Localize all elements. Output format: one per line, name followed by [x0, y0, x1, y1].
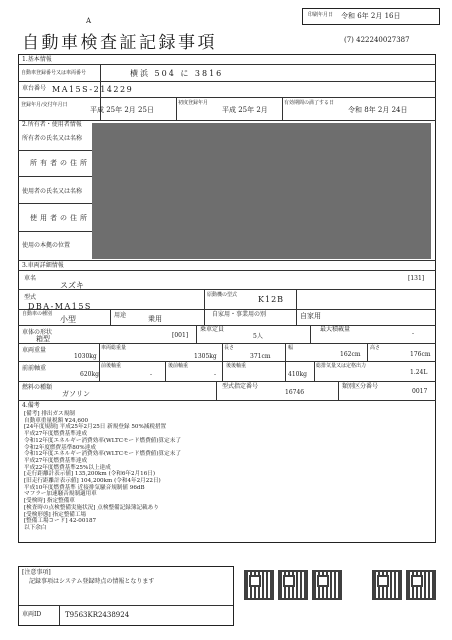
remark-line: [走行距離計表示値] 135,200km (令和6年2月16日): [24, 471, 156, 478]
expiry-label: 有効期間の満了する日: [284, 100, 335, 106]
make-label: 車名: [24, 275, 37, 282]
displacement-label: 総排気量又は定格出力: [316, 363, 367, 369]
remark-line: 以下余白: [24, 524, 47, 531]
ff-axle-label: 前前軸重: [22, 365, 47, 372]
private-value: 自家用: [300, 312, 321, 320]
class-number-value: 0017: [412, 388, 428, 395]
notice-text: 記録事項はシステム登録時点の情報となります: [29, 578, 155, 585]
rr-axle-value: 410kg: [288, 371, 307, 378]
kind-label: 自動車の種別: [22, 311, 53, 317]
model-value: DBA-MA15S: [28, 302, 92, 311]
make-value: スズキ: [60, 281, 84, 290]
redaction-block: [92, 123, 431, 259]
gross-label: 車両総重量: [101, 345, 127, 351]
vehicle-id-value: T9563KR2438924: [65, 611, 130, 619]
user-name-label: 使用者の氏名又は名称: [22, 188, 83, 195]
remarks-list: [24, 411, 181, 532]
displacement-value: 1.24L: [410, 369, 428, 376]
remark-line: 平成22年度燃費基準25%以上達成: [24, 464, 111, 471]
weight-label: 車両重量: [22, 347, 47, 354]
remark-line: [旧走行距離計表示値] 104,200km (令和4年2月22日): [24, 478, 161, 485]
qr-code: [244, 570, 274, 600]
remark-line: 令和12年度エネルギー消費効率(WLTCモード燃費値)算定未了: [24, 437, 181, 444]
model-label: 型式: [24, 294, 37, 301]
remark-line: [備考] 排出ガス規制: [24, 411, 75, 417]
section4-title: 4.備考: [22, 402, 40, 409]
owner-name-label: 所有者の氏名又は名称: [22, 135, 83, 142]
base-location-label: 使用の本拠の位置: [22, 242, 71, 249]
fr-axle-value: -: [150, 371, 153, 378]
height-label: 高さ: [370, 345, 381, 351]
make-code: [131]: [408, 275, 425, 282]
body-label: 車体の形状: [22, 329, 53, 336]
section1-title: 1.基本情報: [22, 56, 52, 63]
width-value: 162cm: [340, 351, 361, 358]
weight-value: 1030kg: [74, 353, 97, 360]
chassis-label: 車台番号: [22, 85, 47, 92]
engine-value: K12B: [258, 295, 285, 304]
notice-box: [18, 566, 234, 626]
fr-axle-label: 前後軸重: [101, 363, 122, 369]
fuel-label: 燃料の種類: [22, 384, 53, 391]
capacity-value: 5人: [253, 333, 263, 340]
remark-line: 平成27年度燃費基準達成: [24, 431, 88, 438]
height-value: 176cm: [410, 351, 431, 358]
body-code: [001]: [172, 332, 189, 339]
reg-value: 横浜 504 に 3816: [130, 69, 224, 78]
remark-line: [受検形態] 指定整備工場: [24, 511, 87, 518]
use-label: 用途: [114, 312, 127, 319]
owner-address-label: 所有者の住所: [30, 159, 90, 167]
maxload-value: -: [412, 330, 415, 337]
first-year-value: 平成 25年 2月: [222, 106, 268, 114]
first-reg-label: 登録年月/交付年月日: [21, 102, 68, 108]
remark-line: [検査時の点検整備実施状況] 点検整備記録簿記載あり: [24, 504, 159, 511]
section3-title: 3.車両詳細情報: [22, 262, 64, 269]
qr-code: [372, 570, 402, 600]
maxload-label: 最大積載量: [320, 326, 351, 333]
engine-label: 原動機の型式: [207, 292, 238, 298]
length-value: 371cm: [250, 353, 271, 360]
first-year-label: 初度登録年月: [178, 100, 209, 106]
kind-value: 小型: [60, 315, 76, 324]
document-code: (7) 422240027387: [344, 36, 410, 44]
first-reg-value: 平成 25年 2月 25日: [90, 106, 154, 114]
rr-axle-label: 後後軸重: [226, 363, 247, 369]
expiry-value: 令和 8年 2月 24日: [348, 106, 408, 114]
remark-line: 平成27年度燃費基準達成: [24, 457, 88, 464]
private-label: 自家用・事業用の別: [212, 311, 267, 318]
notice-title: [注意事項]: [22, 569, 51, 576]
corner-mark: A: [86, 17, 92, 25]
use-value: 乗用: [148, 315, 162, 323]
remark-line: 令和2年度燃費基準80%達成: [24, 444, 96, 451]
vehicle-id-label: 車両ID: [22, 611, 42, 618]
type-number-value: 16746: [285, 389, 305, 396]
remark-line: [整備工場コード] 42-00187: [24, 518, 97, 525]
reg-label: 自動車登録番号又は車両番号: [21, 70, 87, 76]
qr-code: [406, 570, 436, 600]
type-number-label: 型式指定番号: [222, 383, 259, 390]
print-date-value: 令和 6年 2月 16日: [341, 12, 401, 20]
qr-code: [278, 570, 308, 600]
ff-axle-value: 620kg: [80, 371, 99, 378]
class-number-label: 類別区分番号: [342, 383, 379, 390]
gross-value: 1305kg: [194, 353, 217, 360]
body-value: 箱型: [36, 335, 50, 343]
width-label: 幅: [288, 345, 294, 351]
section2-title: 2.所有者・使用者情報: [22, 121, 82, 128]
rf-axle-value: -: [214, 371, 217, 378]
remark-line: 平成10年度燃費基準 近接排気騒音規制値 96dB: [24, 484, 145, 491]
fuel-value: ガソリン: [62, 390, 90, 398]
user-address-label: 使用者の住所: [30, 214, 90, 222]
remark-line: マフラー加速騒音規制適用車: [24, 491, 97, 498]
chassis-value: MA15S-214229: [52, 85, 134, 94]
page-title: 自動車検査証記録事項: [22, 33, 217, 53]
remark-line: [受検時] 指定整備車: [24, 498, 75, 505]
capacity-label: 乗車定員: [200, 326, 225, 333]
remark-line: [24年度規制] 平成25年2月25日 新規登録 50%減税措置: [24, 424, 167, 431]
qr-code: [312, 570, 342, 600]
remark-line: 自動車重量税額 ¥24,600: [24, 417, 89, 424]
length-label: 長さ: [224, 345, 235, 351]
print-date-label: 印刷年月日: [308, 12, 334, 18]
remark-line: 令和12年度エネルギー消費効率(WLTCモード燃費値)算定未了: [24, 451, 181, 458]
rf-axle-label: 後前軸重: [168, 363, 189, 369]
print-date-box: [302, 8, 440, 25]
